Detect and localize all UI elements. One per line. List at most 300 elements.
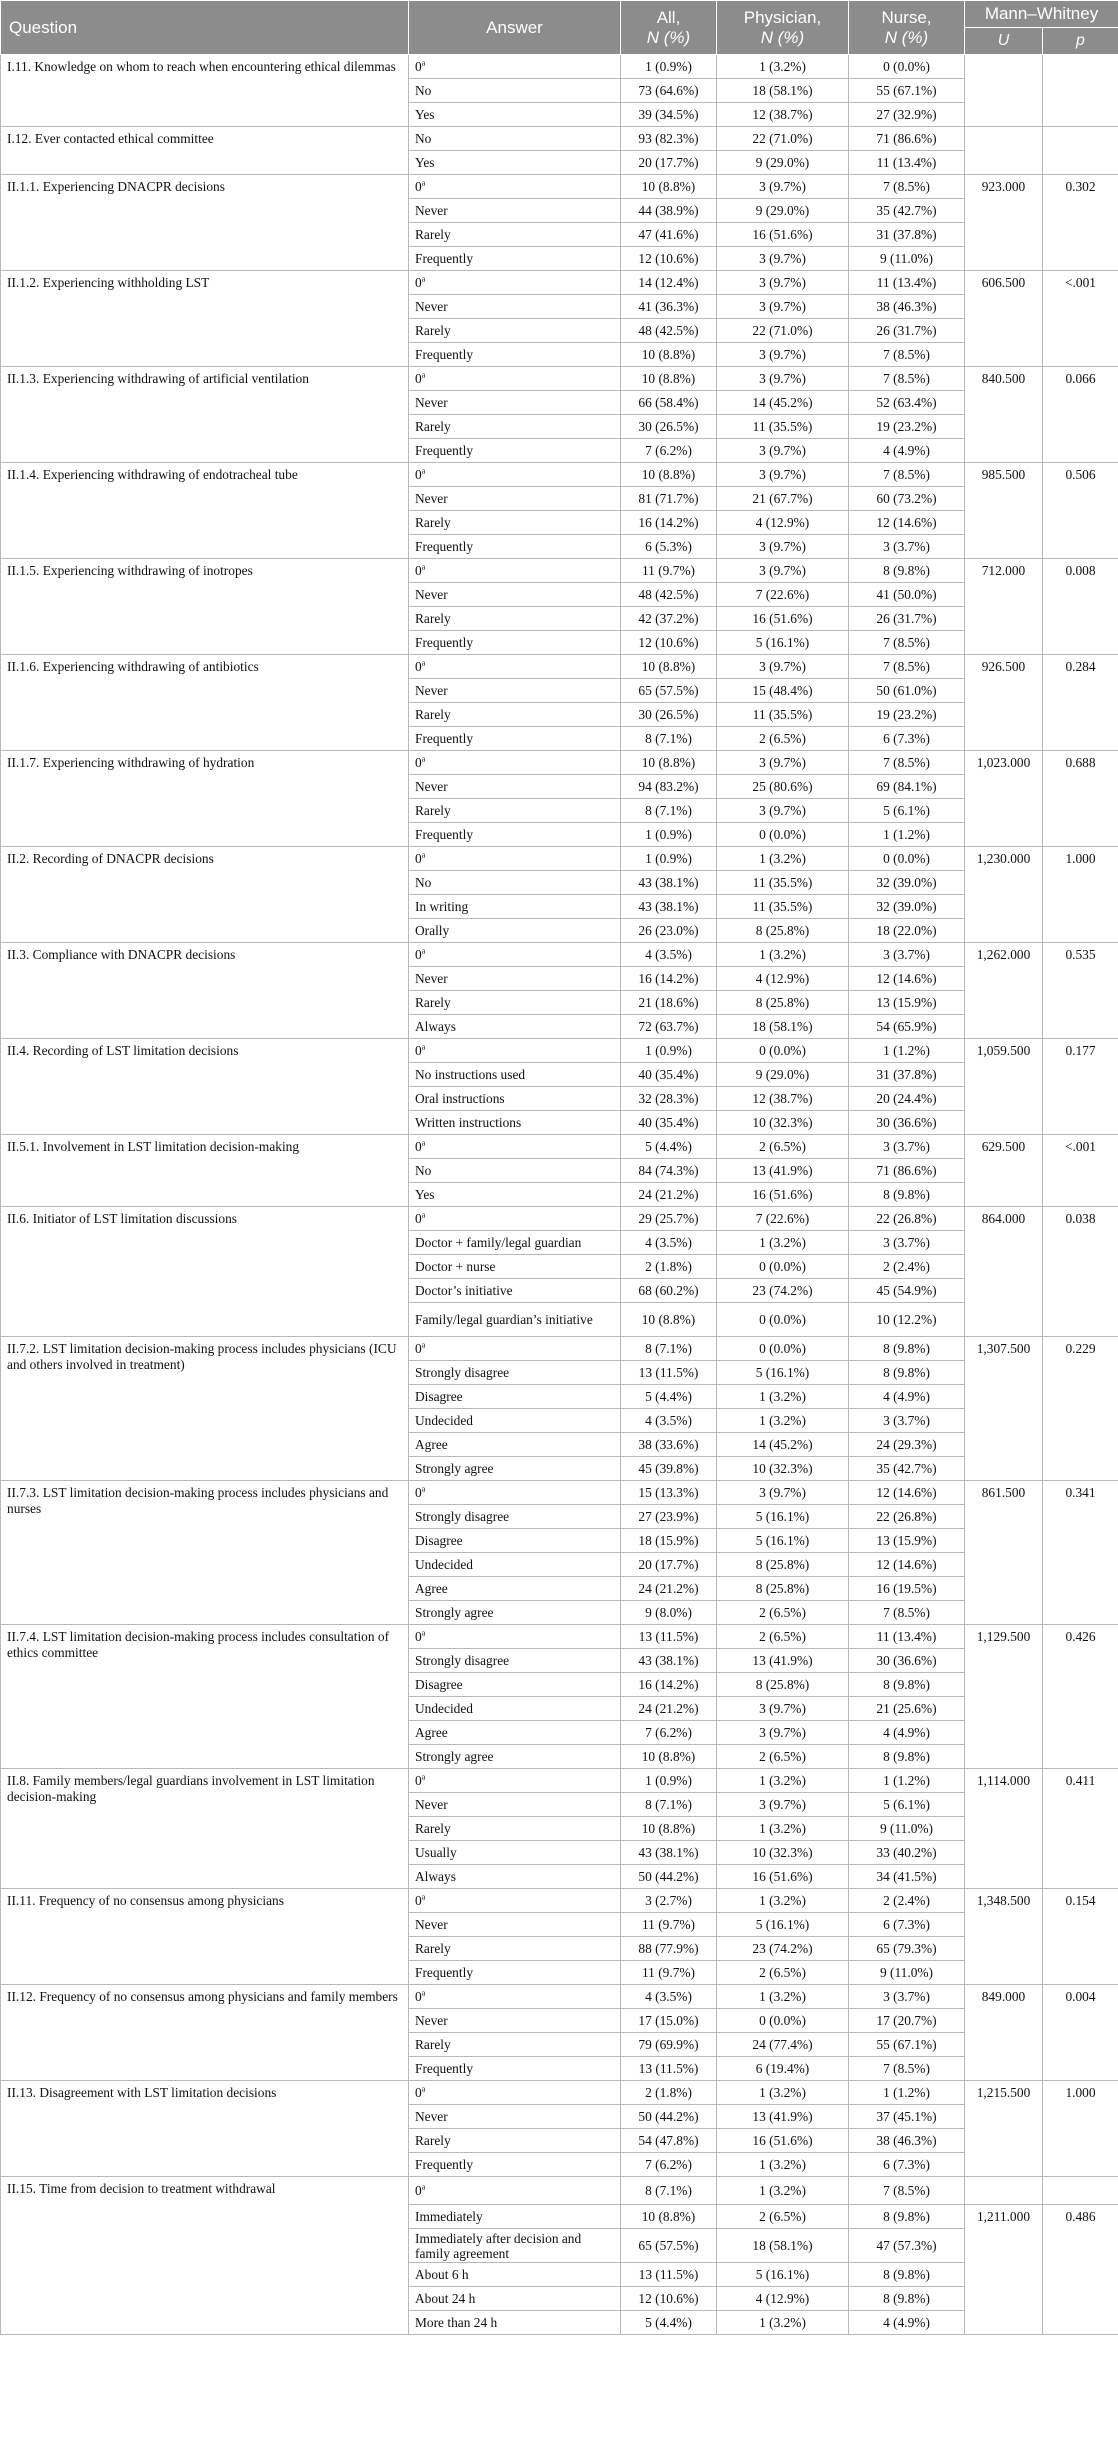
footnote-marker: a (421, 850, 426, 860)
p-value: 1.000 (1043, 2081, 1118, 2177)
question-cell: II.7.3. LST limitation decision-making process includes physicians and nurses (1, 1481, 409, 1625)
all-value: 24 (21.2%) (621, 1183, 717, 1207)
answer-cell (409, 2033, 621, 2057)
nurse-value: 11 (13.4%) (849, 271, 965, 295)
nurse-value: 6 (7.3%) (849, 727, 965, 751)
all-value: 10 (8.8%) (621, 2205, 717, 2229)
physician-value: 3 (9.7%) (717, 175, 849, 199)
u-value: 1,307.500 (965, 1337, 1043, 1481)
p-value: 0.154 (1043, 1889, 1118, 1985)
u-value: 864.000 (965, 1207, 1043, 1337)
all-value: 79 (69.9%) (621, 2033, 717, 2057)
question-cell: II.1.6. Experiencing withdrawing of antibiotics (1, 655, 409, 751)
table-row (1, 1985, 1118, 2009)
answer-cell (409, 1673, 621, 1697)
all-value: 4 (3.5%) (621, 1409, 717, 1433)
nurse-value: 33 (40.2%) (849, 1841, 965, 1865)
answer-label: Never (415, 2109, 448, 2124)
all-value: 20 (17.7%) (621, 1553, 717, 1577)
all-value: 43 (38.1%) (621, 1649, 717, 1673)
answer-label: Never (415, 491, 448, 506)
table-row (1, 2177, 1118, 2205)
physician-value: 1 (3.2%) (717, 1231, 849, 1255)
nurse-value: 8 (9.8%) (849, 1673, 965, 1697)
all-value: 10 (8.8%) (621, 1303, 717, 1337)
answer-cell (409, 871, 621, 895)
header-physician: Physician, N (%) (717, 1, 849, 55)
nurse-value: 19 (23.2%) (849, 703, 965, 727)
nurse-value: 0 (0.0%) (849, 847, 965, 871)
nurse-value: 0 (0.0%) (849, 55, 965, 79)
answer-label: Agree (415, 1581, 448, 1596)
footnote-marker: a (421, 2084, 426, 2094)
answer-cell (409, 2229, 621, 2263)
answer-cell (409, 1361, 621, 1385)
u-value: 849.000 (965, 1985, 1043, 2081)
all-value: 81 (71.7%) (621, 487, 717, 511)
nurse-value: 4 (4.9%) (849, 1385, 965, 1409)
p-value: 0.004 (1043, 1985, 1118, 2081)
all-value: 4 (3.5%) (621, 1985, 717, 2009)
nurse-value: 47 (57.3%) (849, 2229, 965, 2263)
answer-cell (409, 439, 621, 463)
answer-cell (409, 1913, 621, 1937)
answer-label: Immediately after decision and family agreement (415, 2230, 582, 2261)
table-row (1, 2081, 1118, 2105)
answer-label: 0 (415, 851, 422, 866)
all-value: 5 (4.4%) (621, 1135, 717, 1159)
answer-cell (409, 1793, 621, 1817)
answer-cell (409, 1985, 621, 2009)
answer-label: Agree (415, 1725, 448, 1740)
answer-cell (409, 1159, 621, 1183)
all-value: 1 (0.9%) (621, 1769, 717, 1793)
physician-value: 3 (9.7%) (717, 559, 849, 583)
all-value: 16 (14.2%) (621, 511, 717, 535)
all-value: 13 (11.5%) (621, 2057, 717, 2081)
footnote-marker: a (421, 1772, 426, 1782)
answer-label: Frequently (415, 2061, 474, 2076)
nurse-value: 24 (29.3%) (849, 1433, 965, 1457)
question-cell: II.13. Disagreement with LST limitation decisions (1, 2081, 409, 2177)
physician-value: 0 (0.0%) (717, 2009, 849, 2033)
all-value: 9 (8.0%) (621, 1601, 717, 1625)
answer-label: Frequently (415, 347, 474, 362)
p-value-empty (1043, 2177, 1118, 2205)
nurse-value: 30 (36.6%) (849, 1111, 965, 1135)
nurse-value: 26 (31.7%) (849, 607, 965, 631)
physician-value: 9 (29.0%) (717, 199, 849, 223)
physician-value: 0 (0.0%) (717, 823, 849, 847)
nurse-value: 20 (24.4%) (849, 1087, 965, 1111)
nurse-value: 71 (86.6%) (849, 127, 965, 151)
answer-label: 0 (415, 755, 422, 770)
answer-cell (409, 535, 621, 559)
footnote-marker: a (421, 658, 426, 668)
answer-label: Strongly agree (415, 1605, 494, 1620)
physician-value: 14 (45.2%) (717, 391, 849, 415)
physician-value: 12 (38.7%) (717, 1087, 849, 1111)
physician-value: 8 (25.8%) (717, 919, 849, 943)
answer-cell (409, 703, 621, 727)
all-value: 12 (10.6%) (621, 247, 717, 271)
answer-cell (409, 1409, 621, 1433)
answer-cell (409, 559, 621, 583)
all-value: 20 (17.7%) (621, 151, 717, 175)
all-value: 5 (4.4%) (621, 2311, 717, 2335)
answer-label: Disagree (415, 1389, 463, 1404)
answer-label: 0 (415, 1139, 422, 1154)
nurse-value: 11 (13.4%) (849, 151, 965, 175)
question-cell: II.1.2. Experiencing withholding LST (1, 271, 409, 367)
answer-label: Frequently (415, 539, 474, 554)
physician-value: 3 (9.7%) (717, 367, 849, 391)
answer-label: More than 24 h (415, 2315, 498, 2330)
answer-label: 0 (415, 1485, 422, 1500)
table-row (1, 943, 1118, 967)
footnote-marker: a (421, 1484, 426, 1494)
answer-cell (409, 1817, 621, 1841)
p-value (1043, 127, 1118, 175)
answer-label: Never (415, 683, 448, 698)
nurse-value: 6 (7.3%) (849, 2153, 965, 2177)
answer-label: Yes (415, 107, 435, 122)
nurse-value: 2 (2.4%) (849, 1255, 965, 1279)
question-cell: II.3. Compliance with DNACPR decisions (1, 943, 409, 1039)
answer-label: 0 (415, 1211, 422, 1226)
table-row (1, 55, 1118, 79)
all-value: 7 (6.2%) (621, 439, 717, 463)
nurse-value: 4 (4.9%) (849, 2311, 965, 2335)
answer-cell (409, 175, 621, 199)
physician-value: 1 (3.2%) (717, 2311, 849, 2335)
answer-label: Always (415, 1869, 456, 1884)
physician-value: 22 (71.0%) (717, 319, 849, 343)
nurse-value: 32 (39.0%) (849, 895, 965, 919)
answer-cell (409, 775, 621, 799)
all-value: 8 (7.1%) (621, 2177, 717, 2205)
answer-cell (409, 583, 621, 607)
physician-value: 12 (38.7%) (717, 103, 849, 127)
all-value: 2 (1.8%) (621, 2081, 717, 2105)
answer-label: Never (415, 395, 448, 410)
table-row (1, 847, 1118, 871)
nurse-value: 31 (37.8%) (849, 223, 965, 247)
footnote-marker: a (421, 1210, 426, 1220)
footnote-marker: a (421, 946, 426, 956)
all-value: 10 (8.8%) (621, 751, 717, 775)
answer-label: Yes (415, 155, 435, 170)
nurse-value: 38 (46.3%) (849, 295, 965, 319)
u-value: 840.500 (965, 367, 1043, 463)
nurse-value: 9 (11.0%) (849, 247, 965, 271)
answer-label: No (415, 1163, 432, 1178)
question-cell: II.12. Frequency of no consensus among physicians and family members (1, 1985, 409, 2081)
all-value: 30 (26.5%) (621, 415, 717, 439)
header-all: All, N (%) (621, 1, 717, 55)
answer-cell (409, 127, 621, 151)
physician-value: 2 (6.5%) (717, 727, 849, 751)
answer-cell (409, 343, 621, 367)
physician-value: 0 (0.0%) (717, 1337, 849, 1361)
physician-value: 18 (58.1%) (717, 1015, 849, 1039)
all-value: 11 (9.7%) (621, 1913, 717, 1937)
nurse-value: 34 (41.5%) (849, 1865, 965, 1889)
answer-label: Never (415, 2013, 448, 2028)
physician-value: 5 (16.1%) (717, 1505, 849, 1529)
all-value: 43 (38.1%) (621, 895, 717, 919)
nurse-value: 26 (31.7%) (849, 319, 965, 343)
answer-label: Frequently (415, 443, 474, 458)
nurse-value: 7 (8.5%) (849, 463, 965, 487)
all-value: 38 (33.6%) (621, 1433, 717, 1457)
nurse-value: 31 (37.8%) (849, 1063, 965, 1087)
all-value: 24 (21.2%) (621, 1697, 717, 1721)
answer-cell (409, 727, 621, 751)
answer-cell (409, 1231, 621, 1255)
header-nurse: Nurse, N (%) (849, 1, 965, 55)
answer-label: 0 (415, 1043, 422, 1058)
answer-cell (409, 1255, 621, 1279)
all-value: 29 (25.7%) (621, 1207, 717, 1231)
nurse-value: 7 (8.5%) (849, 2177, 965, 2205)
all-value: 10 (8.8%) (621, 1817, 717, 1841)
p-value: 0.302 (1043, 175, 1118, 271)
footnote-marker: a (421, 1892, 426, 1902)
question-cell: I.12. Ever contacted ethical committee (1, 127, 409, 175)
answer-label: Rarely (415, 419, 451, 434)
physician-value: 3 (9.7%) (717, 247, 849, 271)
all-value: 84 (74.3%) (621, 1159, 717, 1183)
nurse-value: 45 (54.9%) (849, 1279, 965, 1303)
answer-cell (409, 631, 621, 655)
p-value: 0.008 (1043, 559, 1118, 655)
physician-value: 10 (32.3%) (717, 1841, 849, 1865)
all-value: 12 (10.6%) (621, 631, 717, 655)
all-value: 88 (77.9%) (621, 1937, 717, 1961)
answer-label: 0 (415, 275, 422, 290)
answer-label: Rarely (415, 1821, 451, 1836)
nurse-value: 22 (26.8%) (849, 1505, 965, 1529)
header-mann-whitney: Mann–Whitney (965, 1, 1118, 28)
answer-label: Never (415, 299, 448, 314)
physician-value: 1 (3.2%) (717, 55, 849, 79)
answer-label: Frequently (415, 1965, 474, 1980)
answer-cell (409, 1937, 621, 1961)
all-value: 6 (5.3%) (621, 535, 717, 559)
answer-cell (409, 1577, 621, 1601)
all-value: 45 (39.8%) (621, 1457, 717, 1481)
physician-value: 1 (3.2%) (717, 1769, 849, 1793)
question-cell: II.1.5. Experiencing withdrawing of inotropes (1, 559, 409, 655)
footnote-marker: a (421, 466, 426, 476)
question-cell: II.6. Initiator of LST limitation discussions (1, 1207, 409, 1337)
answer-cell (409, 1889, 621, 1913)
question-cell: II.1.3. Experiencing withdrawing of artificial ventilation (1, 367, 409, 463)
footnote-marker: a (421, 58, 426, 68)
physician-value: 3 (9.7%) (717, 1697, 849, 1721)
answer-label: Never (415, 203, 448, 218)
all-value: 40 (35.4%) (621, 1063, 717, 1087)
footnote-marker: a (421, 1138, 426, 1148)
physician-value: 5 (16.1%) (717, 1361, 849, 1385)
table-row (1, 127, 1118, 151)
all-value: 32 (28.3%) (621, 1087, 717, 1111)
all-value: 17 (15.0%) (621, 2009, 717, 2033)
answer-cell (409, 199, 621, 223)
question-cell: II.7.4. LST limitation decision-making process includes consultation of ethics committee (1, 1625, 409, 1769)
physician-value: 8 (25.8%) (717, 991, 849, 1015)
all-value: 94 (83.2%) (621, 775, 717, 799)
answer-cell (409, 799, 621, 823)
physician-value: 1 (3.2%) (717, 1409, 849, 1433)
nurse-value: 18 (22.0%) (849, 919, 965, 943)
answer-label: Never (415, 587, 448, 602)
physician-value: 11 (35.5%) (717, 895, 849, 919)
all-value: 44 (38.9%) (621, 199, 717, 223)
physician-value: 5 (16.1%) (717, 1529, 849, 1553)
physician-value: 1 (3.2%) (717, 1889, 849, 1913)
physician-value: 16 (51.6%) (717, 1865, 849, 1889)
nurse-value: 8 (9.8%) (849, 2263, 965, 2287)
u-value: 926.500 (965, 655, 1043, 751)
table-row (1, 1135, 1118, 1159)
footnote-marker: a (421, 562, 426, 572)
answer-cell (409, 2205, 621, 2229)
answer-cell (409, 247, 621, 271)
u-value (965, 55, 1043, 127)
answer-cell (409, 1769, 621, 1793)
footnote-marker: a (421, 1628, 426, 1638)
u-value: 923.000 (965, 175, 1043, 271)
physician-value: 4 (12.9%) (717, 511, 849, 535)
all-value: 1 (0.9%) (621, 1039, 717, 1063)
answer-cell (409, 2263, 621, 2287)
nurse-value: 71 (86.6%) (849, 1159, 965, 1183)
answer-cell (409, 991, 621, 1015)
nurse-value: 27 (32.9%) (849, 103, 965, 127)
all-value: 16 (14.2%) (621, 967, 717, 991)
physician-value: 11 (35.5%) (717, 871, 849, 895)
question-cell: II.1.7. Experiencing withdrawing of hydration (1, 751, 409, 847)
all-value: 54 (47.8%) (621, 2129, 717, 2153)
nurse-value: 37 (45.1%) (849, 2105, 965, 2129)
answer-cell (409, 2057, 621, 2081)
nurse-value: 19 (23.2%) (849, 415, 965, 439)
answer-label: No (415, 131, 432, 146)
nurse-value: 4 (4.9%) (849, 439, 965, 463)
answer-cell (409, 511, 621, 535)
answer-label: Frequently (415, 731, 474, 746)
physician-value: 10 (32.3%) (717, 1457, 849, 1481)
footnote-marker: a (421, 2182, 426, 2192)
nurse-value: 21 (25.6%) (849, 1697, 965, 1721)
all-value: 66 (58.4%) (621, 391, 717, 415)
all-value: 10 (8.8%) (621, 655, 717, 679)
physician-value: 0 (0.0%) (717, 1039, 849, 1063)
nurse-value: 55 (67.1%) (849, 79, 965, 103)
nurse-value: 3 (3.7%) (849, 535, 965, 559)
nurse-value: 1 (1.2%) (849, 823, 965, 847)
answer-label: Rarely (415, 803, 451, 818)
physician-value: 13 (41.9%) (717, 1649, 849, 1673)
physician-value: 1 (3.2%) (717, 1985, 849, 2009)
all-value: 18 (15.9%) (621, 1529, 717, 1553)
footnote-marker: a (421, 1340, 426, 1350)
physician-value: 18 (58.1%) (717, 79, 849, 103)
answer-cell (409, 943, 621, 967)
all-value: 41 (36.3%) (621, 295, 717, 319)
table-row (1, 1337, 1118, 1361)
p-value: 0.411 (1043, 1769, 1118, 1889)
physician-value: 6 (19.4%) (717, 2057, 849, 2081)
answer-label: In writing (415, 899, 469, 914)
table-row (1, 1039, 1118, 1063)
answer-cell (409, 2105, 621, 2129)
answer-label: Rarely (415, 707, 451, 722)
question-cell: II.5.1. Involvement in LST limitation decision-making (1, 1135, 409, 1207)
u-value: 712.000 (965, 559, 1043, 655)
p-value: 0.506 (1043, 463, 1118, 559)
answer-cell (409, 1087, 621, 1111)
u-value: 606.500 (965, 271, 1043, 367)
nurse-value: 8 (9.8%) (849, 2287, 965, 2311)
answer-label: Undecided (415, 1701, 474, 1716)
nurse-value: 3 (3.7%) (849, 1135, 965, 1159)
answer-label: Never (415, 1917, 448, 1932)
nurse-value: 16 (19.5%) (849, 1577, 965, 1601)
table-row (1, 1207, 1118, 1231)
nurse-value: 7 (8.5%) (849, 1601, 965, 1625)
nurse-value: 1 (1.2%) (849, 1039, 965, 1063)
header-answer: Answer (409, 1, 621, 55)
answer-cell (409, 2287, 621, 2311)
answer-cell (409, 487, 621, 511)
answer-label: Frequently (415, 2157, 474, 2172)
answer-label: Rarely (415, 227, 451, 242)
nurse-value: 7 (8.5%) (849, 2057, 965, 2081)
answer-label: 0 (415, 563, 422, 578)
physician-value: 2 (6.5%) (717, 1601, 849, 1625)
answer-cell (409, 2311, 621, 2335)
physician-value: 4 (12.9%) (717, 967, 849, 991)
all-value: 24 (21.2%) (621, 1577, 717, 1601)
physician-value: 16 (51.6%) (717, 2129, 849, 2153)
answer-label: 0 (415, 1341, 422, 1356)
answer-cell (409, 319, 621, 343)
all-value: 48 (42.5%) (621, 319, 717, 343)
all-value: 5 (4.4%) (621, 1385, 717, 1409)
physician-value: 16 (51.6%) (717, 607, 849, 631)
answer-cell (409, 2153, 621, 2177)
all-value: 14 (12.4%) (621, 271, 717, 295)
u-value: 1,114.000 (965, 1769, 1043, 1889)
answer-cell (409, 415, 621, 439)
u-value: 861.500 (965, 1481, 1043, 1625)
answer-label: Frequently (415, 635, 474, 650)
answer-label: 0 (415, 1893, 422, 1908)
nurse-value: 41 (50.0%) (849, 583, 965, 607)
nurse-value: 5 (6.1%) (849, 799, 965, 823)
physician-value: 0 (0.0%) (717, 1255, 849, 1279)
physician-value: 24 (77.4%) (717, 2033, 849, 2057)
answer-label: Always (415, 1019, 456, 1034)
answer-cell (409, 1529, 621, 1553)
all-value: 40 (35.4%) (621, 1111, 717, 1135)
all-value: 65 (57.5%) (621, 2229, 717, 2263)
answer-cell (409, 79, 621, 103)
nurse-value: 8 (9.8%) (849, 2205, 965, 2229)
